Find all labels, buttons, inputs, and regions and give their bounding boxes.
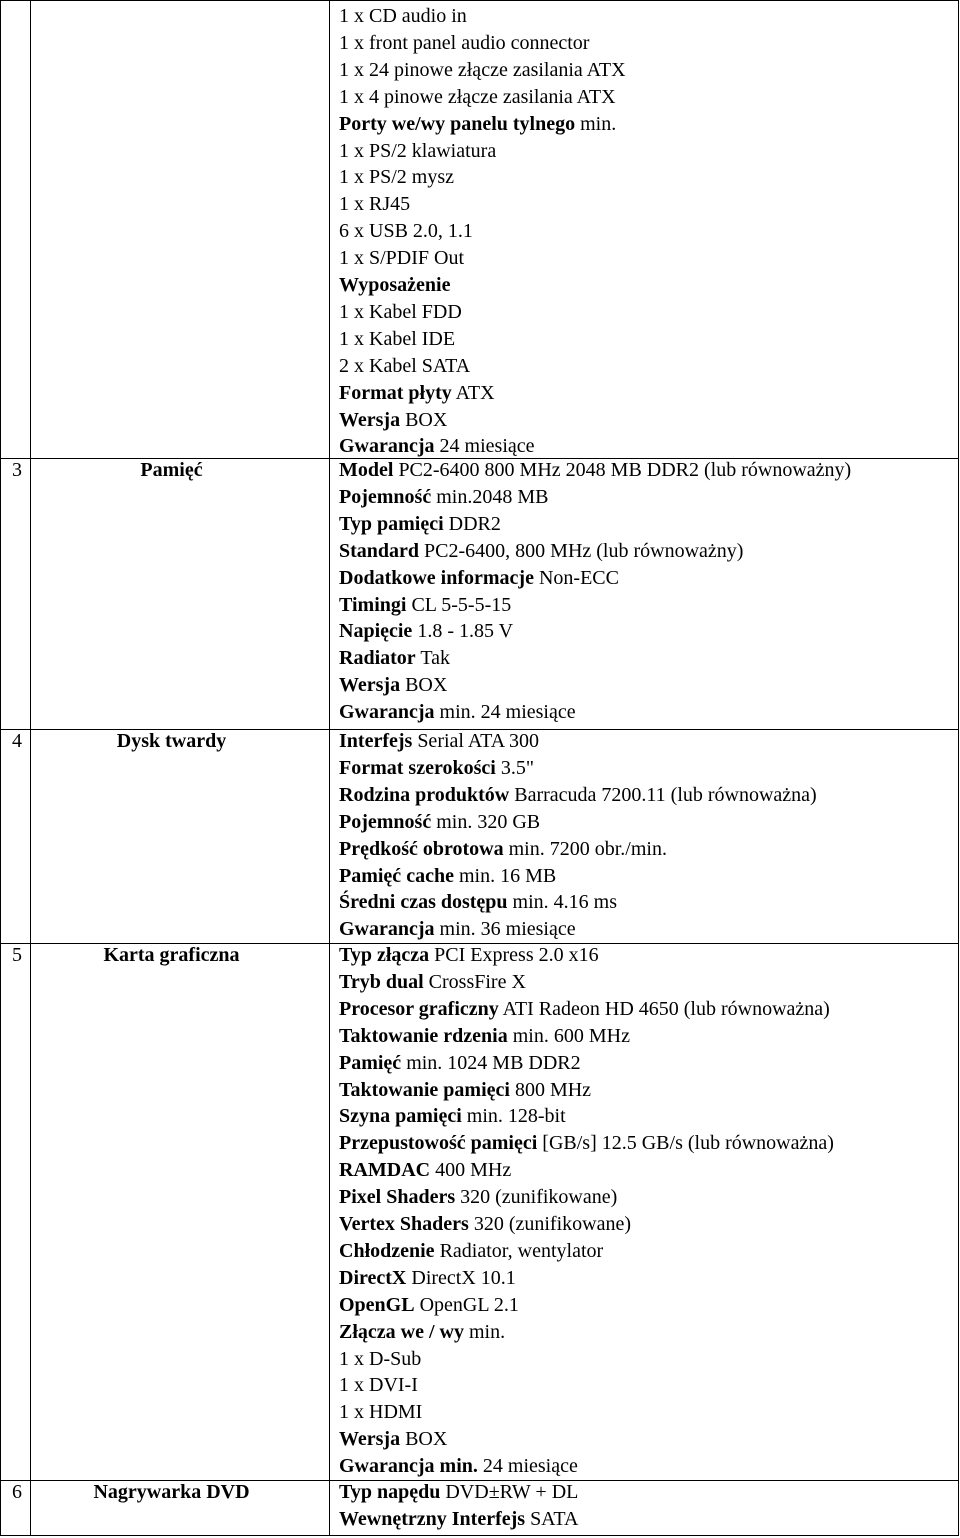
spec-line <box>339 111 616 138</box>
spec-line <box>339 511 501 538</box>
spec-line <box>339 1238 603 1265</box>
spec-label: DirectX <box>339 1266 407 1289</box>
spec-line <box>339 538 743 565</box>
spec-label: Pamięć cache <box>339 864 454 887</box>
spec-label: Typ złącza <box>339 944 430 966</box>
spec-line <box>339 592 511 619</box>
spec-value: 1 x Kabel FDD <box>339 300 462 323</box>
spec-label: Gwarancja <box>339 435 435 458</box>
spec-line <box>339 84 616 111</box>
spec-value: Serial ATA 300 <box>417 730 540 752</box>
spec-value: 1 x HDMI <box>339 1401 423 1424</box>
spec-value: min. 600 MHz <box>512 1024 630 1047</box>
spec-line <box>339 1265 516 1292</box>
spec-label: Format płyty <box>339 381 452 404</box>
spec-value: PC2-6400, 800 MHz (lub równoważny) <box>424 539 744 562</box>
spec-value: 1.8 - 1.85 V <box>417 620 514 643</box>
spec-line <box>339 809 540 836</box>
spec-line <box>339 299 462 326</box>
row-number: 4 <box>12 730 22 752</box>
spec-label: Typ pamięci <box>339 512 444 535</box>
spec-line <box>339 645 450 672</box>
component-name: Pamięć <box>140 459 203 481</box>
spec-label: Model <box>339 459 394 481</box>
spec-value: 1 x Kabel IDE <box>339 327 456 350</box>
spec-value: 24 miesiące <box>482 1455 578 1478</box>
spec-value: 1 x PS/2 mysz <box>339 166 455 189</box>
spec-line <box>339 916 576 943</box>
spec-value: PC2-6400 800 MHz 2048 MB DDR2 (lub równoważny) <box>398 459 852 481</box>
spec-label: Wersja <box>339 1428 401 1451</box>
spec-label: Typ napędu <box>339 1481 441 1503</box>
spec-line <box>339 1050 581 1077</box>
spec-label: OpenGL <box>339 1293 415 1316</box>
spec-label: Tryb dual <box>339 970 424 993</box>
spec-value: 1 x PS/2 klawiatura <box>339 139 497 162</box>
spec-value: 1 x 24 pinowe złącze zasilania ATX <box>339 58 626 81</box>
spec-line <box>339 138 496 165</box>
spec-label: Średni czas dostępu <box>339 891 508 914</box>
spec-value: CrossFire X <box>428 970 526 993</box>
spec-label: Rodzina produktów <box>339 783 510 806</box>
spec-value: 1 x RJ45 <box>339 193 411 216</box>
spec-line <box>339 1399 422 1426</box>
spec-value: BOX <box>405 674 448 697</box>
column-rule <box>30 0 31 1536</box>
row-number: 3 <box>12 459 22 481</box>
spec-label: Radiator <box>339 647 416 670</box>
spec-line <box>339 1506 578 1533</box>
spec-line <box>339 969 526 996</box>
spec-label: Pamięć <box>339 1051 402 1074</box>
spec-line <box>339 1077 591 1104</box>
spec-line <box>339 272 450 299</box>
spec-value: PCI Express 2.0 x16 <box>434 944 599 966</box>
spec-line <box>339 1184 617 1211</box>
spec-line <box>339 1453 578 1480</box>
spec-value: DVD±RW + DL <box>445 1481 579 1503</box>
column-rule <box>329 0 330 1536</box>
spec-value: [GB/s] 12.5 GB/s (lub równoważna) <box>542 1132 834 1155</box>
spec-value: CL 5-5-5-15 <box>411 593 512 616</box>
spec-value: 6 x USB 2.0, 1.1 <box>339 220 473 243</box>
spec-value: 400 MHz <box>435 1159 512 1182</box>
spec-value: 1 x CD audio in <box>339 5 467 27</box>
spec-value: min. 24 miesiące <box>439 701 576 724</box>
spec-line <box>339 326 455 353</box>
spec-label: Złącza we / wy <box>339 1320 464 1343</box>
spec-line <box>339 1211 631 1238</box>
spec-line <box>339 699 576 726</box>
spec-line <box>339 1346 421 1373</box>
spec-line <box>339 1426 447 1453</box>
spec-line <box>339 164 454 191</box>
table-rule <box>0 0 959 1</box>
spec-label: Timingi <box>339 593 407 616</box>
spec-value: 800 MHz <box>514 1078 592 1101</box>
spec-label: Wewnętrzny Interfejs <box>339 1507 526 1530</box>
spec-value: min. 1024 MB DDR2 <box>406 1051 581 1074</box>
spec-value: min. <box>580 112 617 135</box>
spec-label: Taktowanie rdzenia <box>339 1024 508 1047</box>
spec-value: BOX <box>405 1428 448 1451</box>
spec-value: 2 x Kabel SATA <box>339 354 471 377</box>
spec-value: BOX <box>405 408 448 431</box>
spec-label: Taktowanie pamięci <box>339 1078 510 1101</box>
spec-label: Gwarancja <box>339 918 435 941</box>
column-rule <box>0 0 1 1536</box>
spec-value: min. 4.16 ms <box>512 891 617 914</box>
spec-value: min. 320 GB <box>436 810 541 833</box>
spec-line <box>339 755 534 782</box>
spec-label: Szyna pamięci <box>339 1105 462 1128</box>
spec-value: min.2048 MB <box>436 485 549 508</box>
spec-value: min. <box>468 1320 506 1343</box>
spec-value: DDR2 <box>448 512 501 535</box>
spec-line <box>339 484 548 511</box>
spec-label: Gwarancja <box>339 701 435 724</box>
spec-value: min. 7200 obr./min. <box>508 837 667 860</box>
spec-value: 320 (zunifikowane) <box>473 1213 631 1235</box>
component-name: Dysk twardy <box>116 730 227 752</box>
component-name: Nagrywarka DVD <box>93 1481 250 1503</box>
spec-label: Porty we/wy panelu tylnego <box>339 112 576 135</box>
spec-label: Prędkość obrotowa <box>339 837 504 860</box>
spec-line <box>339 1130 834 1157</box>
spec-value: 24 miesiące <box>439 435 535 458</box>
spec-label: Standard <box>339 539 420 562</box>
spec-label: Pojemność <box>339 810 432 833</box>
component-name: Karta graficzna <box>103 944 240 966</box>
spec-label: Przepustowość pamięci <box>339 1132 538 1155</box>
spec-line <box>339 1103 566 1130</box>
spec-label: Gwarancja min. <box>339 1455 478 1478</box>
spec-value: Barracuda 7200.11 (lub równoważna) <box>514 783 817 806</box>
spec-line <box>339 1023 630 1050</box>
spec-line <box>339 1292 519 1319</box>
spec-line <box>339 728 539 755</box>
spec-line <box>339 565 619 592</box>
spec-value: 3.5" <box>500 756 534 779</box>
column-rule <box>958 0 959 1536</box>
spec-line <box>339 996 830 1023</box>
spec-line <box>339 380 495 407</box>
spec-value: Tak <box>420 647 451 670</box>
spec-label: Pojemność <box>339 485 432 508</box>
spec-line <box>339 672 447 699</box>
spec-line <box>339 3 467 30</box>
table-rule <box>0 1535 959 1536</box>
spec-line <box>339 407 447 434</box>
spec-value: min. 16 MB <box>458 864 557 887</box>
spec-line <box>339 191 410 218</box>
spec-label: Wersja <box>339 408 401 431</box>
spec-line <box>339 1479 578 1506</box>
spec-value: min. 36 miesiące <box>439 918 576 941</box>
spec-label: Dodatkowe informacje <box>339 566 534 589</box>
spec-label: Procesor graficzny <box>339 997 499 1020</box>
spec-label: Format szerokości <box>339 756 496 779</box>
spec-line <box>339 863 556 890</box>
spec-value: ATI Radeon HD 4650 (lub równoważna) <box>502 997 830 1020</box>
spec-label: Wyposażenie <box>339 274 451 296</box>
spec-value: SATA <box>530 1507 579 1530</box>
spec-label: Chłodzenie <box>339 1239 435 1262</box>
spec-label: Vertex Shaders <box>339 1213 469 1235</box>
spec-label: Wersja <box>339 674 401 697</box>
spec-value: 1 x 4 pinowe złącze zasilania ATX <box>339 85 616 108</box>
row-number: 6 <box>12 1481 22 1503</box>
spec-label: RAMDAC <box>339 1159 431 1182</box>
spec-line <box>339 836 667 863</box>
spec-line <box>339 457 851 484</box>
spec-line <box>339 889 617 916</box>
spec-value: ATX <box>455 381 495 404</box>
spec-line <box>339 942 599 969</box>
spec-value: Radiator, wentylator <box>439 1239 604 1262</box>
spec-line <box>339 30 589 57</box>
spec-line <box>339 618 513 645</box>
spec-label: Pixel Shaders <box>339 1186 456 1209</box>
spec-line <box>339 782 817 809</box>
spec-label: Interfejs <box>339 730 413 752</box>
spec-line <box>339 1319 505 1346</box>
spec-label: Napięcie <box>339 620 413 643</box>
spec-line <box>339 218 473 245</box>
spec-value: OpenGL 2.1 <box>419 1293 519 1316</box>
spec-value: DirectX 10.1 <box>411 1266 516 1289</box>
spec-value: 1 x D-Sub <box>339 1347 422 1370</box>
spec-value: 320 (zunifikowane) <box>460 1186 618 1209</box>
spec-line <box>339 245 464 272</box>
spec-value: min. 128-bit <box>466 1105 566 1128</box>
spec-line <box>339 1372 418 1399</box>
spec-value: 1 x front panel audio connector <box>339 31 590 54</box>
spec-value: 1 x DVI-I <box>339 1374 418 1397</box>
spec-value: Non-ECC <box>538 566 619 589</box>
spec-line <box>339 57 626 84</box>
spec-value: 1 x S/PDIF Out <box>339 247 465 270</box>
spec-line <box>339 353 470 380</box>
spec-line <box>339 1157 511 1184</box>
row-number: 5 <box>12 944 22 966</box>
